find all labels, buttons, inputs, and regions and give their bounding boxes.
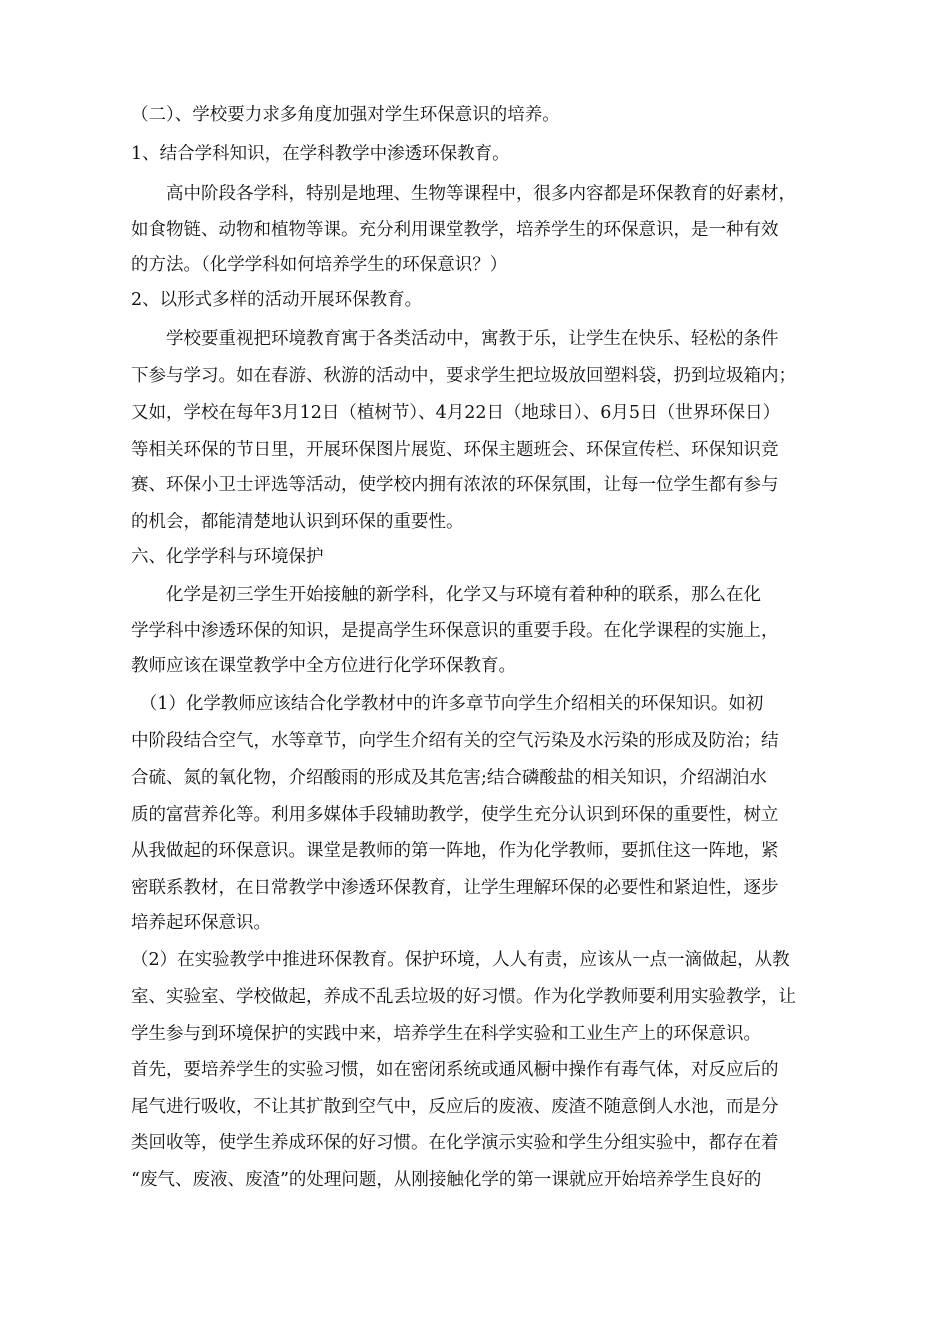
section-heading-school: （二）、学校要力求多角度加强对学生环保意识的培养。 — [131, 105, 560, 125]
section-heading-chemistry: 六、化学学科与环境保护 — [131, 547, 324, 567]
paragraph-line: 尾气进行吸收，不让其扩散到空气中，反应后的废液、废渣不随意倒人水池，而是分 — [131, 1097, 779, 1117]
paragraph-line: 又如，学校在每年3月12日（植树节）、4月22日（地球日）、6月5日（世界环保日） — [131, 403, 781, 423]
paragraph-line: 培养起环保意识。 — [131, 913, 271, 933]
paragraph-line: （1）化学教师应该结合化学教材中的许多章节向学生介绍相关的环保知识。如初 — [131, 694, 764, 714]
subheading-2: 2、以形式多样的活动开展环保教育。 — [131, 290, 423, 310]
paragraph-line: 化学是初三学生开始接触的新学科，化学又与环境有着种种的联系，那么在化 — [131, 585, 761, 605]
paragraph-line: 赛、环保小卫士评选等活动，使学校内拥有浓浓的环保氛围，让每一位学生都有参与 — [131, 475, 779, 495]
paragraph-line: 学学科中渗透环保的知识，是提高学生环保意识的重要手段。在化学课程的实施上， — [131, 621, 779, 641]
paragraph-line: 学生参与到环境保护的实践中来，培养学生在科学实验和工业生产上的环保意识。 — [131, 1024, 761, 1044]
subheading-1: 1、结合学科知识，在学科教学中渗透环保教育。 — [131, 144, 510, 164]
paragraph-line: 质的富营养化等。利用多媒体手段辅助教学，使学生充分认识到环保的重要性，树立 — [131, 805, 779, 825]
paragraph-line: 首先，要培养学生的实验习惯，如在密闭系统或通风橱中操作有毒气体，对反应后的 — [131, 1060, 779, 1080]
paragraph-line: 的机会，都能清楚地认识到环保的重要性。 — [131, 512, 464, 532]
paragraph-line: 下参与学习。如在春游、秋游的活动中，要求学生把垃圾放回塑料袋，扔到垃圾箱内； — [131, 366, 796, 386]
paragraph-line: 的方法。（化学学科如何培养学生的环保意识？） — [131, 255, 508, 275]
paragraph-line: 等相关环保的节日里，开展环保图片展览、环保主题班会、环保宣传栏、环保知识竞 — [131, 440, 779, 460]
paragraph-line: 高中阶段各学科，特别是地理、生物等课程中，很多内容都是环保教育的好素材， — [131, 184, 796, 204]
paragraph-line: （2）在实验教学中推进环保教育。保护环境，人人有责，应该从一点一滴做起，从教 — [131, 950, 790, 970]
paragraph-line: 从我做起的环保意识。课堂是教师的第一阵地，作为化学教师，要抓住这一阵地，紧 — [131, 841, 779, 861]
paragraph-line: 如食物链、动物和植物等课。充分利用课堂教学，培养学生的环保意识，是一种有效 — [131, 220, 779, 240]
paragraph-line: 教师应该在课堂教学中全方位进行化学环保教育。 — [131, 656, 516, 676]
paragraph-line: 室、实验室、学校做起，养成不乱丢垃圾的好习惯。作为化学教师要利用实验教学，让 — [131, 987, 796, 1007]
paragraph-line: 密联系教材，在日常教学中渗透环保教育，让学生理解环保的必要性和紧迫性，逐步 — [131, 878, 779, 898]
paragraph-line: 学校要重视把环境教育寓于各类活动中，寓教于乐，让学生在快乐、轻松的条件 — [131, 329, 779, 349]
paragraph-line: “废气、废液、废渣”的处理问题，从刚接触化学的第一课就应开始培养学生良好的 — [131, 1170, 762, 1190]
paragraph-line: 类回收等，使学生养成环保的好习惯。在化学演示实验和学生分组实验中，都存在着 — [131, 1133, 779, 1153]
paragraph-line: 合硫、氮的氧化物，介绍酸雨的形成及其危害;结合磷酸盐的相关知识，介绍湖泊水 — [131, 768, 767, 788]
paragraph-line: 中阶段结合空气，水等章节，向学生介绍有关的空气污染及水污染的形成及防治；结 — [131, 731, 779, 751]
